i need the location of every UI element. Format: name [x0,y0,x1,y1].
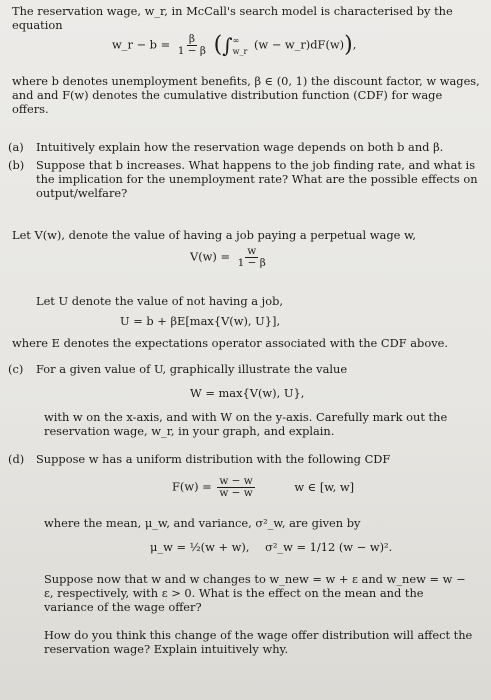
cdf-domain: w ∈ [w, w] [294,479,355,494]
mean-variance-text: where the mean, μ_w, and variance, σ²_w, are given by [44,516,361,530]
eq1-lhs: w_r − b = [112,37,171,52]
item-d [8,452,478,466]
integral-limits [233,35,248,57]
intro-paragraph [12,4,480,32]
equation-value-unemployed: U = b + βE[max{V(w), U}], [120,314,281,328]
eq1-right-paren: ) [344,32,353,58]
item-c-text: For a given value of U, graphically illustrate the value [36,362,348,376]
eq-v-den: 1 − β [237,257,266,269]
eq1-fraction [176,34,208,57]
question-paragraph: How do you think this change of the wage offer distribution will affect the reservation wage? Explain intuitively why. [44,628,473,657]
cdf-num: w − w [219,475,253,487]
item-a-label: (a) [8,140,24,154]
equation-value-job [190,246,270,269]
cdf-den: w − w [219,487,253,499]
eq1-frac-den: 1 − β [177,45,206,57]
item-c-label: (c) [8,362,24,376]
item-c-follow: with w on the x-axis, and with W on the y-axis. Carefully mark out the reservation wage, w_r, in your graph, and explain. [44,410,448,439]
eq1-upper-limit: ∞ [232,35,240,45]
equation-max-value: W = max{V(w), U}, [190,386,305,400]
eq1-lower-limit: w_r [232,46,248,56]
equation-uniform-cdf [172,476,354,499]
intro-line-1: The reservation wage, w_r, in McCall's search model is characterised by the [12,4,453,18]
item-d-label: (d) [8,452,25,466]
item-a-text: Intuitively explain how the reservation wage depends on both b and β. [36,140,444,154]
item-a [8,140,478,154]
intro-line-2: equation [12,18,63,33]
where-expectations-paragraph: where E denotes the expectations operator associated with the CDF above. [12,336,449,350]
let-u-paragraph: Let U denote the value of not having a job, [36,294,283,308]
change-paragraph: Suppose now that w and w changes to w_new = w + ε and w_new = w − ε, respectively, with ε > 0. What is the effect on the mean and the variance of the wage offer? [44,572,466,615]
item-b-label: (b) [8,158,25,172]
eq1-frac-num: β [188,33,195,45]
equation-mean-variance [150,540,392,554]
eq-v-lhs: V(w) = [190,249,231,264]
item-b [8,158,478,201]
mean-formula: μ_w = ½(w + w), [150,540,250,554]
integral-sign: ∫ [222,33,233,58]
equation-reservation-wage: w_r − b = $\frac{\beta}{1 - \beta}$ (∫ ∞ w_r (w − w_r)dF(w)), [112,32,357,58]
item-d-text: Suppose w has a uniform distribution with the following CDF [36,452,391,466]
variance-formula: σ²_w = 1/12 (w − w)². [265,540,393,554]
cdf-fraction [217,476,254,499]
eq1-integrand: (w − w_r)dF(w) [253,37,345,52]
let-v-paragraph: Let V(w), denote the value of having a job paying a perpetual wage w, [12,228,416,242]
where-benefits-paragraph: where b denotes unemployment benefits, β ∈ (0, 1) the discount factor, w wages, and and F(w) denotes the cumulative distribution function (CDF) for wage offers. [12,74,480,117]
cdf-lhs: F(w) = [172,479,212,494]
item-b-text: Suppose that b increases. What happens to the job finding rate, and what is the implication for the unemployment rate? What are the possible effects on output/welfare? [36,158,478,201]
eq-v-num: w [247,245,257,257]
item-c [8,362,478,376]
eq-v-fraction [236,246,268,269]
eq1-left-paren: ( [213,32,223,58]
